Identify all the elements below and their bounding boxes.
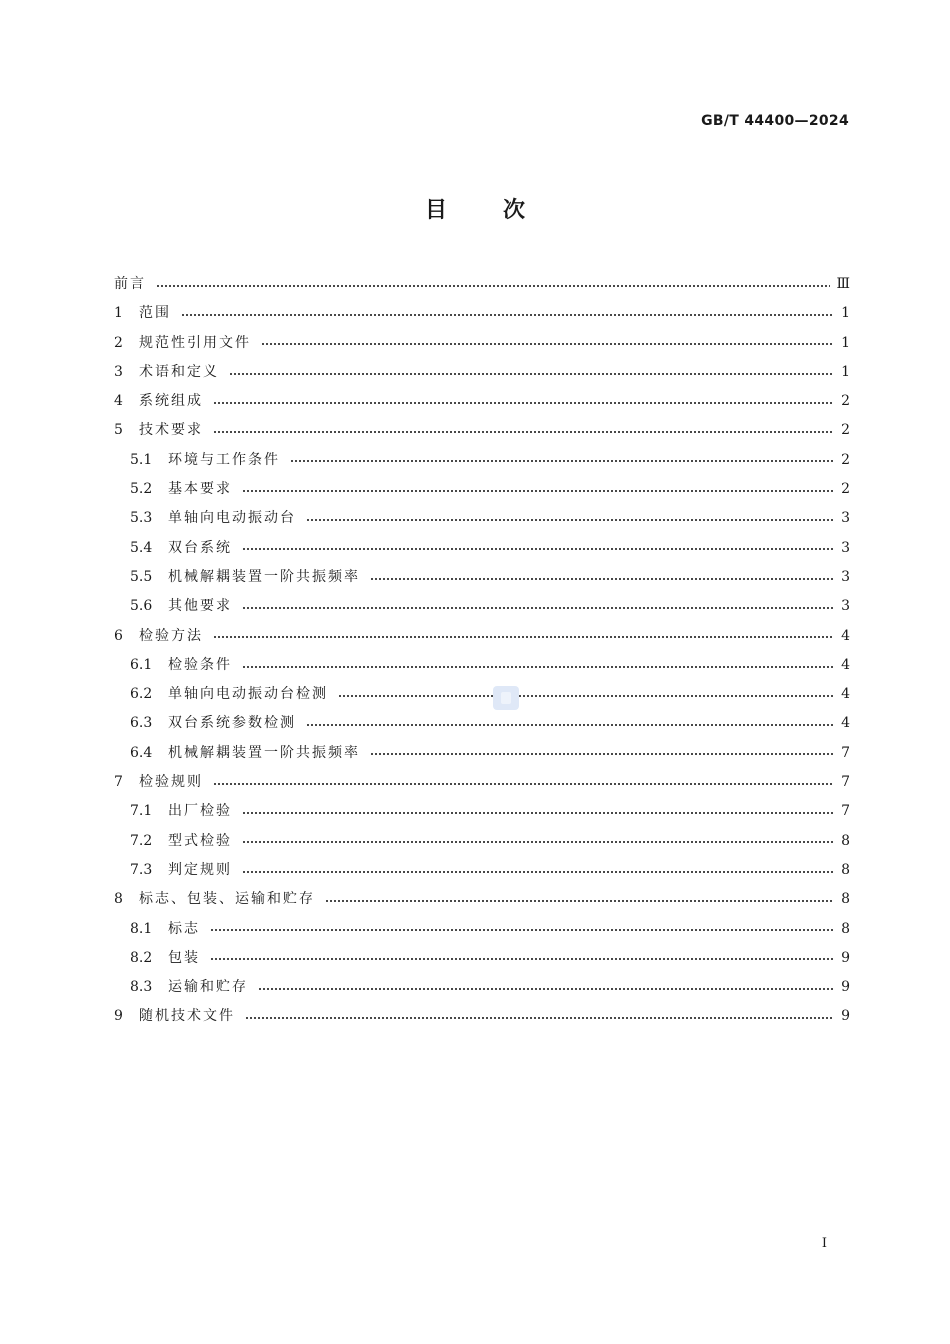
toc-entry[interactable] [114, 885, 850, 914]
toc-entry[interactable] [114, 387, 850, 416]
toc-entry-page: 4 [841, 715, 850, 732]
toc-entry[interactable] [114, 1002, 850, 1031]
toc-entry[interactable] [114, 856, 850, 885]
toc-entry-number: 9 [114, 1008, 123, 1025]
toc-entry[interactable] [114, 709, 850, 738]
toc-entry-label: 标志 [168, 920, 200, 937]
toc-entry-page: 4 [841, 686, 850, 703]
toc-entry[interactable] [114, 768, 850, 797]
toc-entry-page: 3 [841, 510, 850, 527]
toc-entry-label: 范围 [139, 305, 171, 322]
toc-entry-number: 8.3 [130, 979, 153, 996]
toc-entry[interactable] [114, 973, 850, 1002]
toc-dot-leader [261, 343, 834, 345]
toc-dot-leader [258, 988, 834, 990]
toc-dot-leader [210, 958, 834, 960]
toc-entry-label: 环境与工作条件 [168, 451, 280, 468]
toc-dot-leader [242, 871, 834, 873]
toc-dot-leader [245, 1017, 834, 1019]
toc-entry-label: 其他要求 [168, 598, 232, 615]
toc-dot-leader [229, 373, 834, 375]
toc-entry-number: 6 [114, 627, 123, 644]
toc-entry-page: 2 [841, 422, 850, 439]
toc-entry-label: 随机技术文件 [139, 1008, 235, 1025]
toc-entry-label: 标志、包装、运输和贮存 [139, 891, 315, 908]
toc-entry-label: 型式检验 [168, 832, 232, 849]
toc-entry-page: 3 [841, 568, 850, 585]
toc-entry[interactable] [114, 563, 850, 592]
toc-entry-page: 2 [841, 451, 850, 468]
toc-entry-number: 6.3 [130, 715, 153, 732]
toc-dot-leader [242, 666, 834, 668]
toc-entry[interactable] [114, 416, 850, 445]
toc-entry-number: 1 [114, 305, 123, 322]
toc-entry[interactable] [114, 915, 850, 944]
toc-entry-number: 3 [114, 363, 123, 380]
toc-entry-page: 1 [841, 334, 850, 351]
toc-entry-label: 单轴向电动振动台检测 [168, 686, 328, 703]
toc-dot-leader [213, 402, 834, 404]
toc-entry-label: 规范性引用文件 [139, 334, 251, 351]
toc-entry-page: 3 [841, 598, 850, 615]
toc-entry-number: 7.1 [130, 803, 153, 820]
toc-entry-number: 5.6 [130, 598, 153, 615]
toc-dot-leader [242, 812, 834, 814]
toc-dot-leader [242, 548, 834, 550]
toc-entry-label: 检验规则 [139, 774, 203, 791]
toc-entry-label: 技术要求 [139, 422, 203, 439]
page-title [0, 193, 950, 224]
toc-dot-leader [213, 636, 834, 638]
toc-entry-label: 单轴向电动振动台 [168, 510, 296, 527]
toc-entry[interactable] [114, 534, 850, 563]
toc-dot-leader [242, 607, 834, 609]
toc-entry[interactable] [114, 944, 850, 973]
toc-entry-page: 7 [841, 744, 850, 761]
table-of-contents [114, 270, 850, 1032]
toc-entry[interactable] [114, 358, 850, 387]
standard-code: GB/T 44400—2024 [701, 113, 849, 129]
toc-dot-leader [325, 900, 834, 902]
toc-dot-leader [213, 431, 834, 433]
watermark-logo-icon [493, 686, 519, 710]
title-right-char: 次 [503, 198, 526, 223]
toc-entry-page: 9 [841, 979, 850, 996]
toc-dot-leader [242, 490, 834, 492]
toc-dot-leader [306, 519, 834, 521]
toc-entry-number: 8.2 [130, 949, 153, 966]
toc-entry[interactable] [114, 622, 850, 651]
toc-entry-number: 6.2 [130, 686, 153, 703]
toc-entry[interactable] [114, 651, 850, 680]
toc-entry-label: 前言 [114, 276, 146, 292]
toc-dot-leader [306, 724, 834, 726]
toc-dot-leader [338, 695, 834, 697]
toc-entry[interactable] [114, 739, 850, 768]
toc-entry-label: 双台系统参数检测 [168, 715, 296, 732]
toc-entry[interactable] [114, 329, 850, 358]
toc-entry[interactable] [114, 797, 850, 826]
toc-entry-number: 5.4 [130, 539, 153, 556]
toc-entry-label: 系统组成 [139, 393, 203, 410]
toc-entry-label: 判定规则 [168, 861, 232, 878]
toc-entry-label: 基本要求 [168, 481, 232, 498]
toc-entry-number: 5.5 [130, 568, 153, 585]
toc-entry-number: 7.2 [130, 832, 153, 849]
toc-dot-leader [242, 841, 834, 843]
toc-entry-page: 8 [841, 861, 850, 878]
toc-entry-label: 术语和定义 [139, 363, 219, 380]
toc-entry-number: 6.1 [130, 656, 153, 673]
toc-entry[interactable] [114, 827, 850, 856]
toc-dot-leader [156, 285, 830, 287]
toc-entry-number: 4 [114, 393, 123, 410]
toc-dot-leader [370, 578, 834, 580]
toc-entry-number: 5.2 [130, 481, 153, 498]
toc-entry-label: 双台系统 [168, 539, 232, 556]
toc-entry-number: 5.1 [130, 451, 153, 468]
toc-entry-page: 1 [841, 363, 850, 380]
toc-dot-leader [290, 460, 834, 462]
toc-entry-label: 运输和贮存 [168, 979, 248, 996]
toc-entry-label: 包装 [168, 949, 200, 966]
toc-dot-leader [213, 783, 834, 785]
toc-dot-leader [181, 314, 834, 316]
toc-entry-page: 7 [841, 774, 850, 791]
toc-entry-label: 检验方法 [139, 627, 203, 644]
toc-entry[interactable] [114, 299, 850, 328]
toc-entry-label: 机械解耦装置一阶共振频率 [168, 568, 360, 585]
toc-entry[interactable] [114, 592, 850, 621]
toc-entry-page: 8 [841, 832, 850, 849]
toc-entry-page: 4 [841, 656, 850, 673]
toc-entry-label: 检验条件 [168, 656, 232, 673]
toc-entry-number: 2 [114, 334, 123, 351]
toc-entry-page: 2 [841, 393, 850, 410]
toc-entry-number: 5.3 [130, 510, 153, 527]
toc-entry-page: 9 [841, 1008, 850, 1025]
toc-entry-label: 出厂检验 [168, 803, 232, 820]
toc-dot-leader [210, 929, 834, 931]
toc-entry[interactable] [114, 680, 850, 709]
toc-entry-number: 8.1 [130, 920, 153, 937]
toc-entry[interactable] [114, 446, 850, 475]
toc-entry-number: 8 [114, 891, 123, 908]
toc-entry-page: 8 [841, 891, 850, 908]
toc-entry[interactable] [114, 475, 850, 504]
toc-entry-page: 4 [841, 627, 850, 644]
toc-dot-leader [370, 753, 834, 755]
toc-entry-number: 7.3 [130, 861, 153, 878]
toc-entry-number: 6.4 [130, 744, 153, 761]
toc-entry-number: 7 [114, 774, 123, 791]
toc-entry-page: 7 [841, 803, 850, 820]
page-number: I [821, 1236, 827, 1251]
toc-entry-label: 机械解耦装置一阶共振频率 [168, 744, 360, 761]
toc-entry-page: 8 [841, 920, 850, 937]
toc-entry-number: 5 [114, 422, 123, 439]
toc-entry-page: Ⅲ [836, 276, 850, 292]
toc-entry-page: 3 [841, 539, 850, 556]
title-left-char: 目 [424, 198, 447, 223]
toc-entry-page: 9 [841, 949, 850, 966]
toc-entry-page: 2 [841, 481, 850, 498]
toc-entry-page: 1 [841, 305, 850, 322]
toc-entry[interactable] [114, 504, 850, 533]
toc-entry[interactable] [114, 270, 850, 299]
